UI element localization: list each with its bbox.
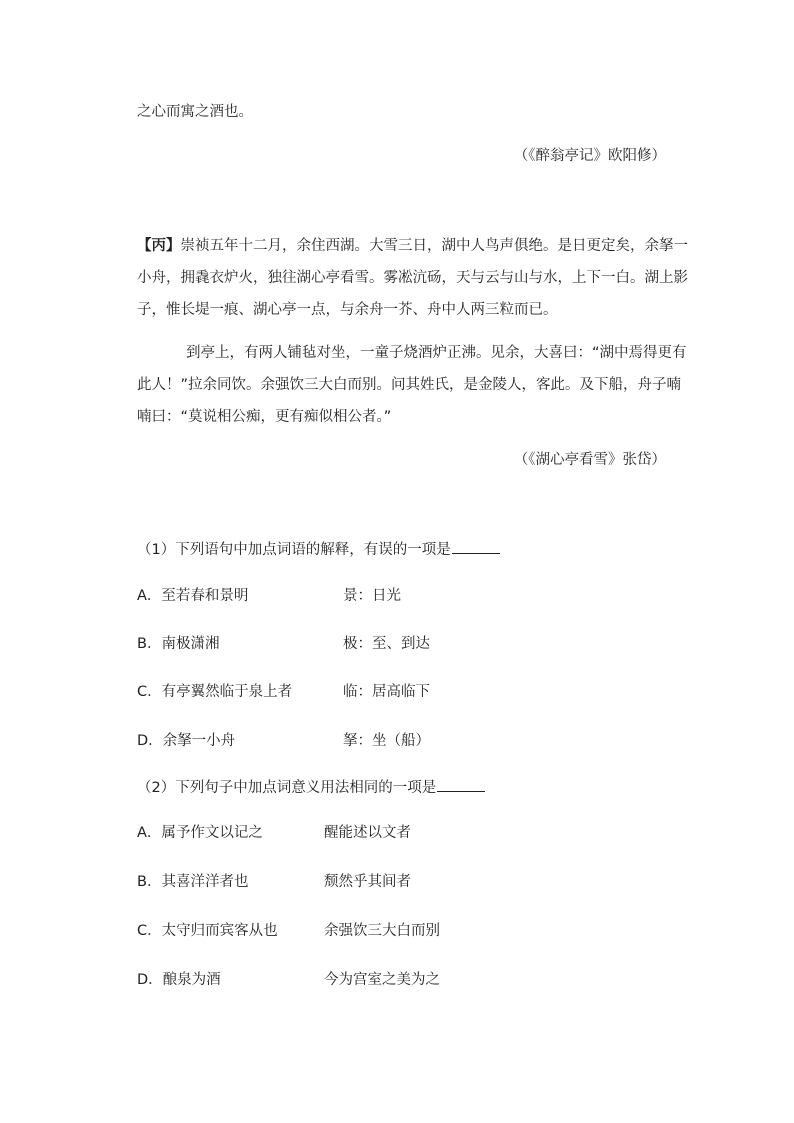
- passage-yi-citation: （《醉翁亭记》欧阳修）: [513, 148, 666, 164]
- q2-option-b: B．其喜洋洋者也: [137, 874, 249, 890]
- question-2-stem-text: （2）下列句子中加点词意义用法相同的一项是: [137, 780, 437, 796]
- q2-option-a: A．属予作文以记之: [137, 825, 263, 841]
- question-1-stem-text: （1）下列语句中加点词语的解释，有误的一项是: [137, 542, 451, 558]
- q2-option-d: D．酿泉为酒: [137, 972, 221, 988]
- passage-bing-line-6: 喃曰：“莫说相公痴，更有痴似相公者。”: [137, 409, 392, 425]
- passage-yi-ending: 之心而寓之酒也。: [137, 104, 253, 120]
- passage-bing-line-4: 到亭上，有两人铺毡对坐，一童子烧酒炉正沸。见余，大喜曰：“湖中焉得更有: [186, 345, 687, 361]
- question-1-stem: [137, 539, 500, 560]
- q2-option-a-compare: 醒能述以文者: [324, 825, 411, 841]
- q2-option-c-compare: 余强饮三大白而别: [324, 923, 440, 939]
- passage-bing-text: 崇祯五年十二月，余住西湖。大雪三日，湖中人鸟声俱绝。是日更定矣，余拏一: [180, 238, 688, 254]
- q1-option-a-gloss: 景：日光: [343, 588, 401, 604]
- q2-option-d-compare: 今为宫室之美为之: [324, 972, 440, 988]
- q2-option-b-compare: 颓然乎其间者: [324, 874, 411, 890]
- q1-option-b-gloss: 极：至、到达: [343, 636, 430, 652]
- passage-bing-line-3: 子，惟长堤一痕、湖心亭一点，与余舟一芥、舟中人两三粒而已。: [137, 302, 558, 318]
- q1-option-d: D．余拏一小舟: [137, 733, 236, 749]
- q1-option-c: C．有亭翼然临于泉上者: [137, 684, 293, 700]
- q1-option-c-gloss: 临：居高临下: [343, 684, 430, 700]
- answer-blank: [437, 777, 485, 792]
- q2-option-c: C．太守归而宾客从也: [137, 923, 278, 939]
- passage-bing-line-2: 小舟，拥毳衣炉火，独往湖心亭看雪。雾凇沆砀，天与云与山与水，上下一白。湖上影: [137, 270, 688, 286]
- passage-bing-marker: 【丙】: [137, 238, 181, 254]
- passage-bing-line-5: 此人！”拉余同饮。余强饮三大白而别。问其姓氏，是金陵人，客此。及下船，舟子喃: [137, 377, 682, 393]
- answer-blank: [452, 539, 500, 554]
- passage-bing-line-1: [137, 236, 688, 256]
- q1-option-a: A．至若春和景明: [137, 588, 249, 604]
- question-2-stem: [137, 777, 485, 798]
- q1-option-b: B．南极潇湘: [137, 636, 220, 652]
- passage-bing-citation: （《湖心亭看雪》张岱）: [513, 452, 666, 468]
- q1-option-d-gloss: 拏：坐（船）: [343, 733, 430, 749]
